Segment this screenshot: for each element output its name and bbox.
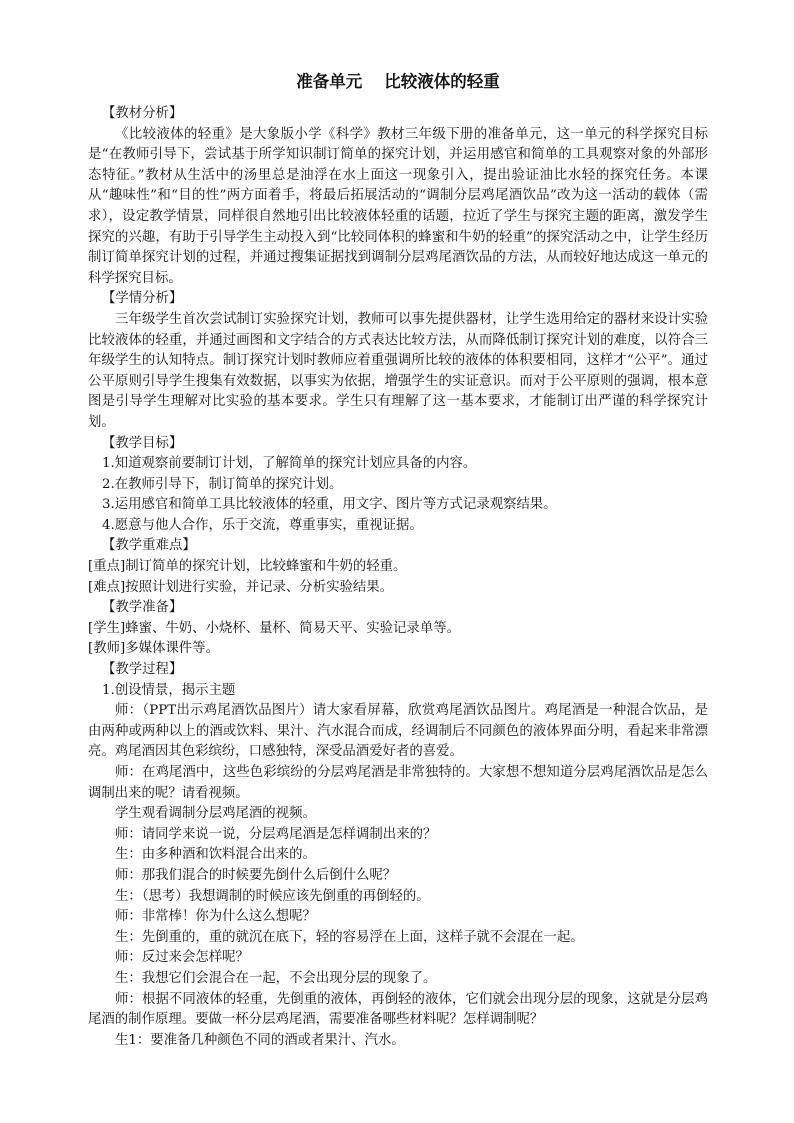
page-title (88, 70, 708, 94)
dialogue-line: 师：（PPT出示鸡尾酒饮品图片）请大家看屏幕，欣赏鸡尾酒饮品图片。鸡尾酒是一种混合饮品，是由两种或两种以上的酒或饮料、果汁、汽水混合而成，经调制后不同颜色的液体界面分明，看起来非常漂亮。鸡尾酒因其色彩缤纷，口感独特，深受品酒爱好者的喜爱。 (88, 703, 708, 760)
dialogue-line: 学生观看调制分层鸡尾酒的视频。 (115, 806, 316, 822)
section-heading-prep: 【教学准备】 (102, 600, 183, 616)
title-main: 准备单元 (296, 72, 363, 91)
goal-item: 2.在教师引导下，制订简单的探究计划。 (102, 476, 343, 492)
section-heading-analysis: 【教材分析】 (102, 106, 183, 121)
section-heading-keypoints: 【教学重难点】 (102, 538, 196, 554)
dialogue-line: 生：我想它们会混合在一起，不会出现分层的现象了。 (115, 970, 437, 986)
section-heading-goals: 【教学目标】 (102, 435, 183, 451)
dialogue-line: 生：（思考）我想调制的时候应该先倒重的再倒轻的。 (115, 888, 430, 904)
dialogue-line: 师：非常棒！你为什么这么想呢？ (115, 909, 316, 925)
dialogue-line: 生：先倒重的，重的就沉在底下，轻的容易浮在上面，这样子就不会混在一起。 (115, 929, 584, 945)
dialogue-line: 师：请同学来说一说，分层鸡尾酒是怎样调制出来的？ (115, 826, 437, 842)
prep-item: [学生]蜂蜜、牛奶、小烧杯、量杯、简易天平、实验记录单等。 (88, 620, 460, 636)
section-heading-process: 【教学过程】 (102, 662, 183, 678)
goal-item: 1.知道观察前要制订计划，了解简单的探究计划应具备的内容。 (102, 456, 477, 472)
keypoint-item: [难点]按照计划进行实验，并记录、分析实验结果。 (88, 579, 394, 595)
goal-item: 4.愿意与他人合作，乐于交流，尊重事实，重视证据。 (102, 517, 423, 533)
process-step-title: 1.创设情景，揭示主题 (102, 682, 236, 698)
dialogue-line: 师：根据不同液体的轻重，先倒重的液体，再倒轻的液体，它们就会出现分层的现象，这就是分层鸡尾酒的制作原理。要做一杯分层鸡尾酒，需要准备哪些材料呢？怎样调制呢？ (88, 991, 708, 1028)
dialogue-line: 生1：要准备几种颜色不同的酒或者果汁、汽水。 (115, 1032, 405, 1048)
keypoint-item: [重点]制订简单的探究计划，比较蜂蜜和牛奶的轻重。 (88, 559, 407, 575)
dialogue-line: 生：由多种酒和饮料混合出来的。 (115, 847, 316, 863)
title-sub: 比较液体的轻重 (384, 72, 500, 91)
prep-item: [教师]多媒体课件等。 (88, 641, 219, 657)
dialogue-line: 师：那我们混合的时候要先倒什么后倒什么呢？ (115, 867, 397, 883)
goal-item: 3.运用感官和简单工具比较液体的轻重，用文字、图片等方式记录观察结果。 (102, 497, 557, 513)
paragraph-analysis: 《比较液体的轻重》是大象版小学《科学》教材三年级下册的准备单元，这一单元的科学探究目标是“在教师引导下，尝试基于所学知识制订简单的探究计划，并运用感官和简单的工具观察对象的外部形态特征。”教材从生活中的汤里总是油浮在水上面这一现象引入，提出验证油比水轻的探究任务。本课从“趣味性”和“目的性”两方面着手，将最后拓展活动的“调制分层鸡尾酒饮品”改为这一活动的载体（需求），设定教学情景，同样很自然地引出比较液体轻重的话题，拉近了学生与探究主题的距离，激发学生探究的兴趣，有助于引导学生主动投入到“比较同体积的蜂蜜和牛奶的轻重”的探究活动之中，让学生经历制订简单探究计划的过程，并通过搜集证据找到调制分层鸡尾酒饮品的方法，从而较好地达成这一单元的科学探究目标。 (88, 126, 708, 286)
paragraph-learners: 三年级学生首次尝试制订实验探究计划，教师可以事先提供器材，让学生选用给定的器材来设计实验比较液体的轻重，并通过画图和文字结合的方式表达比较方法，从而降低制订探究计划的难度，以符合三年级学生的认知特点。制订探究计划时教师应着重强调所比较的液体的体积要相同，这样才“公平”。通过公平原则引导学生搜集有效数据，以事实为依据，增强学生的实证意识。而对于公平原则的强调，根本意图是引导学生理解对比实验的基本要求。学生只有理解了这一基本要求，才能制订出严谨的科学探究计划。 (88, 311, 708, 430)
section-heading-learners: 【学情分析】 (102, 291, 183, 307)
dialogue-line: 师：在鸡尾酒中，这些色彩缤纷的分层鸡尾酒是非常独特的。大家想不想知道分层鸡尾酒饮品是怎么调制出来的呢？请看视频。 (88, 765, 708, 801)
document-page (88, 70, 708, 1051)
dialogue-line: 师：反过来会怎样呢？ (115, 950, 249, 966)
